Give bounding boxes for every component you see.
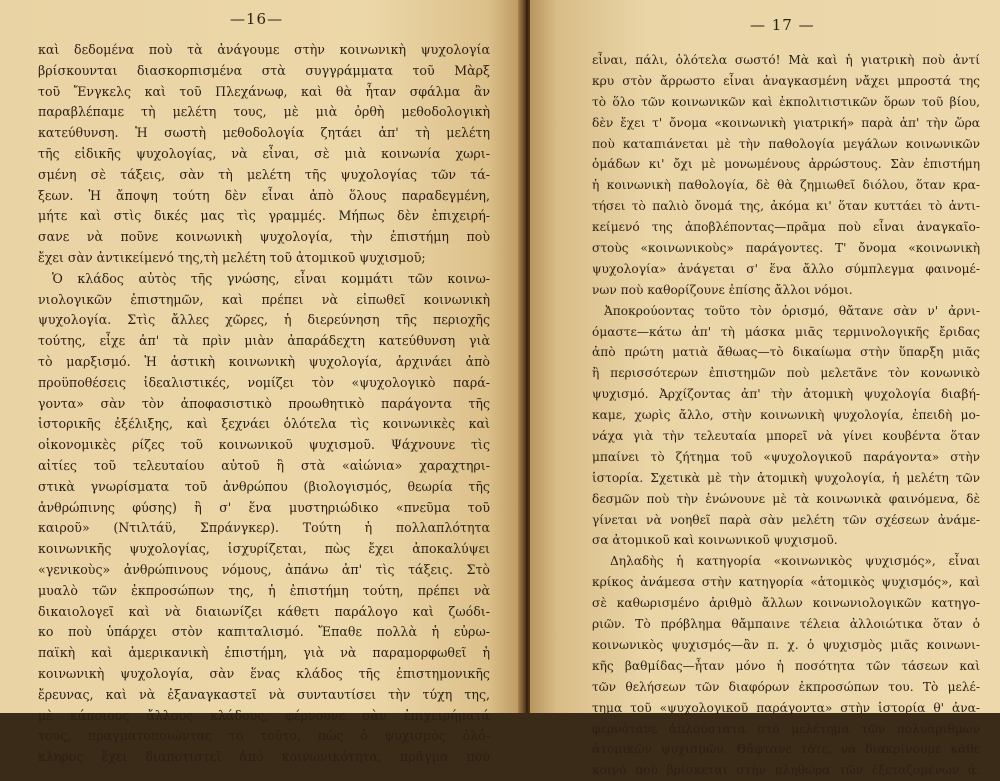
left-page-text [38,40,490,768]
text-line: ποὺ καταπιάνεται μὲ τὴν παθολογία μεγάλων κοινωνικῶν [592,136,980,151]
text-line: τὸ μαρξισμό. Ἡ ἀστικὴ κοινωνικὴ ψυχολογία, ἀρχινάει ἀπὸ [38,353,490,369]
text-line: σμένη σὲ τάξεις, σὰν τὴ μελέτη τῆς ψυχολογίας τῶν τά- [38,166,490,182]
text-line: κατεύθυνση. Ἡ σωστὴ μεθοδολογία ζητάει ἀπ' τὴ μελέτη [38,125,490,141]
text-line: κοινὸ ποὺ βρίσκεται στὴν πληθώρα τῶν ἐξεταζομένων ἀ. [592,763,980,778]
text-line: ἔρευνας, καὶ νὰ ἐξαναγκαστεῖ νὰ συνταυτίσει τὴν τύχη της, [38,686,490,702]
text-line: Ἀποκρούοντας τοῦτο τὸν ὁρισμό, θἄτανε σὰν ν' ἀρνι- [604,303,980,318]
text-line: τήσει τὸ παλιὸ ὄνομά της, ἀκόμα κι' ὅταν κυττάει τὸ ἀντι- [592,199,980,214]
text-line: ἱστορικῆς ἐξέλιξης, καὶ ξεχνάει ὁλότελα τὶς κοινωνικὲς καὶ [38,416,490,432]
text-line: προϋποθέσεις ἰδεαλιστικές, νομίζει τὸν «ψυχολογικὸ παρά- [38,374,490,390]
text-line: οἰκονομικὲς ρίζες τοῦ κοινωνικοῦ ψυχισμοῦ. Ψάχνουνε τὶς [38,437,490,453]
text-line: τημα τοῦ «ψυχολογικοῦ παράγοντα» στὴν ἱστορία θ' ἀνα- [592,700,980,715]
text-line: μὲ κάποιους ἄλλους κλάδους, φέρνουνε σὰν ἐπιχειρήματά [38,707,490,723]
page-number-right: — 17 — [750,16,815,34]
text-line: κοινωνικὴ ψυχολογία, σὰν ἕνας κλάδος τῆς ἐπιστημονικῆς [38,665,490,681]
text-line: παϊκὴ καὶ ἀμερικανικὴ ἐπιστήμη, γιὰ νὰ παραμορφωθεῖ ἡ [38,645,490,661]
text-line: ψυχολογία» ἀνάγεται σ' ἕνα ἄλλο σύμπλεγμα φαινομέ- [592,261,980,276]
text-line: τοῦ Ἔνγκελς καὶ τοῦ Πλεχάνωφ, καὶ θὰ ἦταν σφάλμα ἂν [38,83,490,99]
text-line: Ὁ κλάδος αὐτὸς τῆς γνώσης, εἶναι κομμάτι τῶν κοινω- [52,270,490,286]
text-line: τους, πραγματοποιώντας το τοῦτο, πὼς ὁ ψυχισμὸς ὁλό- [38,728,490,744]
text-line: βρίσκουνται διασκορπισμένα στὰ συγγράμματα τοῦ Μὰρξ [38,62,490,78]
text-line: ξεων. Ἡ ἄποψη τούτη δὲν εἶναι ἀπὸ ὅλους παραδεγμένη, [38,187,490,203]
text-line: ἀνθρώπινης φύσης) ἢ σ' ἕνα μυστηριώδικο «πνεῦμα τοῦ [38,499,490,515]
text-line: ψυχισμό. Ἀρχίζοντας ἀπ' τὴν ἀτομικὴ ψυχολογία διαβή- [592,387,980,402]
text-line: κο ποὺ ὑπάρχει στὸν καπιταλισμό. Ἔπαθε πολλὰ ἡ εὐρω- [38,624,490,640]
text-line: γίνεται νὰ νοηθεῖ παρὰ σὰν μελέτη τῶν σχέσεων ἀνάμε- [592,512,980,527]
text-line: δεσμῶν ποὺ τὴν ἑνώνουνε μὲ τὰ κοινωνικὰ φαινόμενα, δὲ [592,491,980,506]
text-line: κρυ στὸν ἄρρωστο εἶναι ἀναγκασμένη νἄχει μπροστά της [592,73,980,88]
right-page-text [592,50,980,781]
text-line: αἰτίες τοῦ τελευταίου αὐτοῦ ἢ στὰ «αἰώνια» χαραχτηρι- [38,457,490,473]
text-line: φερνότανε ἁπλούστατα στὸ μελέτημα τῶν πολυάριθμων [592,721,980,736]
text-line: κοινωνικῆς ψυχολογίας, ἰσχυρίζεται, πὼς ἔχει ἀποκαλύψει [38,541,490,557]
text-line: τῆς εἰδικῆς ψυχολογίας, νὰ εἶναι, σὲ μιὰ κοινωνία χωρι- [38,145,490,161]
text-line: παραβλέπαμε τὴ μελέτη τους, μὲ μιὰ ὀρθὴ μεθοδολογικὴ [38,104,490,120]
text-line: μυαλὸ τῶν ἐκπροσώπων της, ἡ ἐπιστήμη τούτη, πρέπει νὰ [38,582,490,598]
text-line: δὲν ἔχει τ' ὄνομα «κοινωνικὴ γιατρική» παρὰ ἀπ' τὴν ὥρα [592,115,980,130]
text-line: καιροῦ» (Ντιλτάϋ, Σπράνγκερ). Τούτη ἡ πολλαπλότητα [38,520,490,536]
text-line: νιολογικῶν ἐπιστημῶν, καὶ πρέπει νὰ εἰπωθεῖ κοινωνικὴ [38,291,490,307]
text-line: Δηλαδὴς ἡ κατηγορία «κοινωνικὸς ψυχισμός», εἶναι [610,554,980,569]
text-line: σὲ καθωρισμένο ἀριθμὸ ἄλλων κοινωνιολογικῶν κατηγο- [592,596,980,611]
text-line: εἶναι, πάλι, ὁλότελα σωστό! Μὰ καὶ ἡ γιατρικὴ ποὺ ἀντί [592,53,980,67]
text-line: στοὺς «κοινωνικοὺς» παράγοντες. Τ' ὄνομα «κοινωνικὴ [592,241,980,256]
right-page [530,0,1000,778]
text-line: ἢ περισσότερων ἐπιστημῶν ποὺ μελετᾶνε τὸν κονωνικὸ [592,366,980,381]
text-line: ὁμάδων κι' ὄχι μὲ μονωμένους ἀρρώστους. Σὰν ἐπιστήμη [592,157,980,172]
text-line: «γενικοὺς» ἀνθρώπινους νόμους, ἀπάνω ἀπ' τὶς τάξεις. Στὸ [38,561,490,577]
text-line: καμε, χωρὶς ἄλλο, στὴν κοινωνικὴ ψυχολογία, ἐπειδὴ μο- [592,408,980,423]
text-line: γοντα» σὰν τὸν ἀποφασιστικὸ προωθητικὸ παράγοντα τῆς [38,395,490,411]
text-line: τὸ ὅλο τῶν κοινωνικῶν καὶ ἐκπολιτιστικῶν ὅρων τοῦ βίου, [592,94,980,109]
text-line: ἀπὸ πρώτη ματιὰ ἄθωας—τὸ δικαίωμα στὴν ὕπαρξη μιᾶς [592,345,980,360]
text-line: νων ποὺ καθορίζουνε ἐπίσης ἄλλοι νόμοι. [592,282,853,297]
text-line: κρίκος ἀνάμεσα στὴν κατηγορία «ἀτομικὸς ψυχισμός», καὶ [592,575,980,590]
text-line: κληρος ἔχει διαποτιστεῖ ἀπὸ κοινωνικότητα, πρᾶγμα ποὺ [38,749,490,765]
text-line: ἀτομικῶν ψυχισμῶν. Θἄφτανε τότε, νὰ διακρίνουμε κάθε [592,742,980,757]
text-line: μήτε καὶ στὶς δικές μας τὶς γραμμές. Μήπως δὲν ἐπιχειρή- [38,208,490,224]
text-line: ἔχει σὰν ἀντικείμενό της,τὴ μελέτη τοῦ ἀτομικοῦ ψυχισμοῦ; [38,249,426,265]
text-line: όμαστε—κάτω ἀπ' τὴ μάσκα μιᾶς τερμινολογικῆς ἔριδας [592,324,980,339]
text-line: κείμενό της ἀποβλέποντας—πρᾶμα ποὺ εἶναι ἀναγκαῖο- [592,220,980,235]
text-line: τῶν θελήσεων τῶν διαφόρων ἐκπροσώπων του. Τὸ μελέ- [592,679,980,694]
text-line: στικὰ γνωρίσματα τοῦ ἀνθρώπου (βιολογισμός, θεωρία τῆς [38,478,490,494]
text-line: καὶ δεδομένα ποὺ τὰ ἀνάγουμε στὴν κοινωνικὴ ψυχολογία [38,42,490,57]
text-line: κῆς βαθμίδας—ἦταν μόνο ἡ ποσότητα τῶν τάσεων καὶ [592,658,980,673]
text-line: νάχα γιὰ τὴν τελευταία μπορεῖ νὰ γίνει κουβέντα ὅταν [592,429,980,444]
text-line: δικαιολογεῖ καὶ νὰ διαιωνίζει κάθετι παράλογο καὶ ζωόδι- [38,603,490,619]
text-line: κοινωνικὸς ψυχισμός—ἂν π. χ. ὁ ψυχισμὸς μιᾶς κοινωνι- [592,637,980,652]
text-line: τούτης, εἶχε ἀπ' τὰ πρὶν μιὰν ἀπαράδεχτη κατεύθυνση γιὰ [38,333,490,349]
text-line: ἡ κοινωνικὴ παθολογία, δὲ θὰ ζημιωθεῖ διόλου, ὅταν κρα- [592,178,980,193]
text-line: σανε νὰ ποῦνε κοινωνικὴ ψυχολογία, τὴν ἐπιστήμη ποὺ [38,229,490,245]
text-line: ἱστορία. Σχετικὰ μὲ τὴν ἀτομικὴ ψυχολογία, ἡ μελέτη τῶν [592,470,980,485]
text-line: ριῶν. Τὸ πρόβλημα θἄμπαινε τέλεια ἀλλοιώτικα ὅταν ὁ [592,617,980,632]
text-line: μπαίνει τὸ ζήτημα τοῦ «ψυχολογικοῦ παράγοντα» στὴν [592,449,980,464]
text-line: σα ἀτομικοῦ καὶ κοινωνικοῦ ψυχισμοῦ. [592,533,838,548]
page-number-left: —16— [230,10,284,28]
text-line: ψυχολογία. Στὶς ἄλλες χῶρες, ἡ διερεύνηση τῆς περιοχῆς [38,312,490,328]
